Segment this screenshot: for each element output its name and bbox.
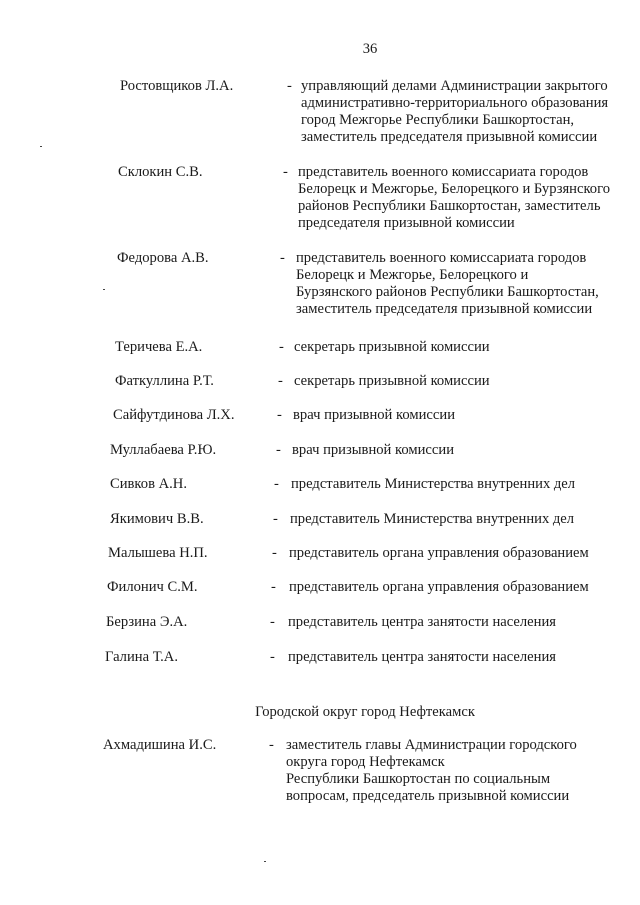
- dash-separator: -: [270, 614, 275, 630]
- scan-speck: [103, 289, 105, 290]
- role-line: представитель органа управления образованием: [289, 545, 589, 561]
- role-line: Бурзянского районов Республики Башкортостан,: [296, 284, 599, 300]
- member-role: [293, 407, 638, 424]
- role-line: заместитель главы Администрации городского: [286, 737, 577, 753]
- member-entry: [0, 250, 640, 330]
- member-name: Ахмадишина И.С.: [103, 737, 217, 753]
- member-name: Ростовщиков Л.А.: [120, 78, 234, 94]
- dash-separator: -: [272, 545, 277, 561]
- role-line: представитель центра занятости населения: [288, 649, 556, 665]
- role-line: представитель военного комиссариата городов: [296, 250, 587, 266]
- role-line: Республики Башкортостан по социальным: [286, 771, 551, 787]
- member-name: Фаткуллина Р.Т.: [115, 373, 214, 389]
- dash-separator: -: [283, 164, 288, 180]
- role-line: представитель военного комиссариата городов: [298, 164, 589, 180]
- member-name: Теричева Е.А.: [115, 339, 203, 355]
- member-role: [298, 164, 640, 232]
- section-heading: Городской округ город Нефтекамск: [255, 704, 475, 720]
- page-number: 36: [362, 41, 378, 57]
- role-line: административно-территориального образования: [301, 95, 609, 111]
- role-line: Белорецк и Межгорье, Белорецкого и: [296, 267, 529, 283]
- scan-speck: [264, 861, 266, 862]
- member-role: [286, 737, 631, 805]
- member-role: [301, 78, 640, 146]
- member-role: [288, 649, 633, 666]
- member-role: [288, 614, 633, 631]
- role-line: Белорецк и Межгорье, Белорецкого и Бурзянского: [298, 181, 611, 197]
- member-role: [291, 476, 636, 493]
- member-role: [290, 511, 635, 528]
- dash-separator: -: [271, 579, 276, 595]
- member-entry: [0, 164, 640, 244]
- member-name: Филонич С.М.: [107, 579, 198, 595]
- dash-separator: -: [287, 78, 292, 94]
- member-name: Малышева Н.П.: [108, 545, 208, 561]
- member-entry: [0, 737, 640, 817]
- role-line: заместитель председателя призывной комиссии: [296, 301, 593, 317]
- role-line: заместитель председателя призывной комиссии: [301, 129, 598, 145]
- role-line: управляющий делами Администрации закрытого: [301, 78, 608, 94]
- dash-separator: -: [273, 511, 278, 527]
- role-line: представитель органа управления образованием: [289, 579, 589, 595]
- member-name: Федорова А.В.: [117, 250, 209, 266]
- member-role: [289, 545, 634, 562]
- member-name: Сайфутдинова Л.Х.: [113, 407, 235, 423]
- role-line: врач призывной комиссии: [292, 442, 454, 458]
- dash-separator: -: [270, 649, 275, 665]
- role-line: представитель Министерства внутренних дел: [291, 476, 576, 492]
- member-role: [289, 579, 634, 596]
- role-line: округа город Нефтекамск: [286, 754, 445, 770]
- member-name: Галина Т.А.: [105, 649, 178, 665]
- role-line: город Межгорье Республики Башкортостан,: [301, 112, 575, 128]
- dash-separator: -: [280, 250, 285, 266]
- member-name: Якимович В.В.: [110, 511, 204, 527]
- member-entry: [0, 78, 640, 158]
- role-line: представитель центра занятости населения: [288, 614, 556, 630]
- dash-separator: -: [279, 339, 284, 355]
- member-name: Берзина Э.А.: [106, 614, 188, 630]
- dash-separator: -: [274, 476, 279, 492]
- member-role: [296, 250, 640, 318]
- member-name: Сивков А.Н.: [110, 476, 187, 492]
- role-line: секретарь призывной комиссии: [294, 339, 490, 355]
- dash-separator: -: [278, 373, 283, 389]
- dash-separator: -: [277, 407, 282, 423]
- role-line: председателя призывной комиссии: [298, 215, 515, 231]
- role-line: секретарь призывной комиссии: [294, 373, 490, 389]
- dash-separator: -: [269, 737, 274, 753]
- member-name: Склокин С.В.: [118, 164, 203, 180]
- role-line: вопросам, председатель призывной комиссии: [286, 788, 570, 804]
- member-role: [292, 442, 637, 459]
- member-role: [294, 339, 639, 356]
- role-line: представитель Министерства внутренних дел: [290, 511, 575, 527]
- role-line: врач призывной комиссии: [293, 407, 455, 423]
- role-line: районов Республики Башкортостан, заместитель: [298, 198, 601, 214]
- member-name: Муллабаева Р.Ю.: [110, 442, 217, 458]
- dash-separator: -: [276, 442, 281, 458]
- member-role: [294, 373, 639, 390]
- scan-speck: [40, 146, 42, 147]
